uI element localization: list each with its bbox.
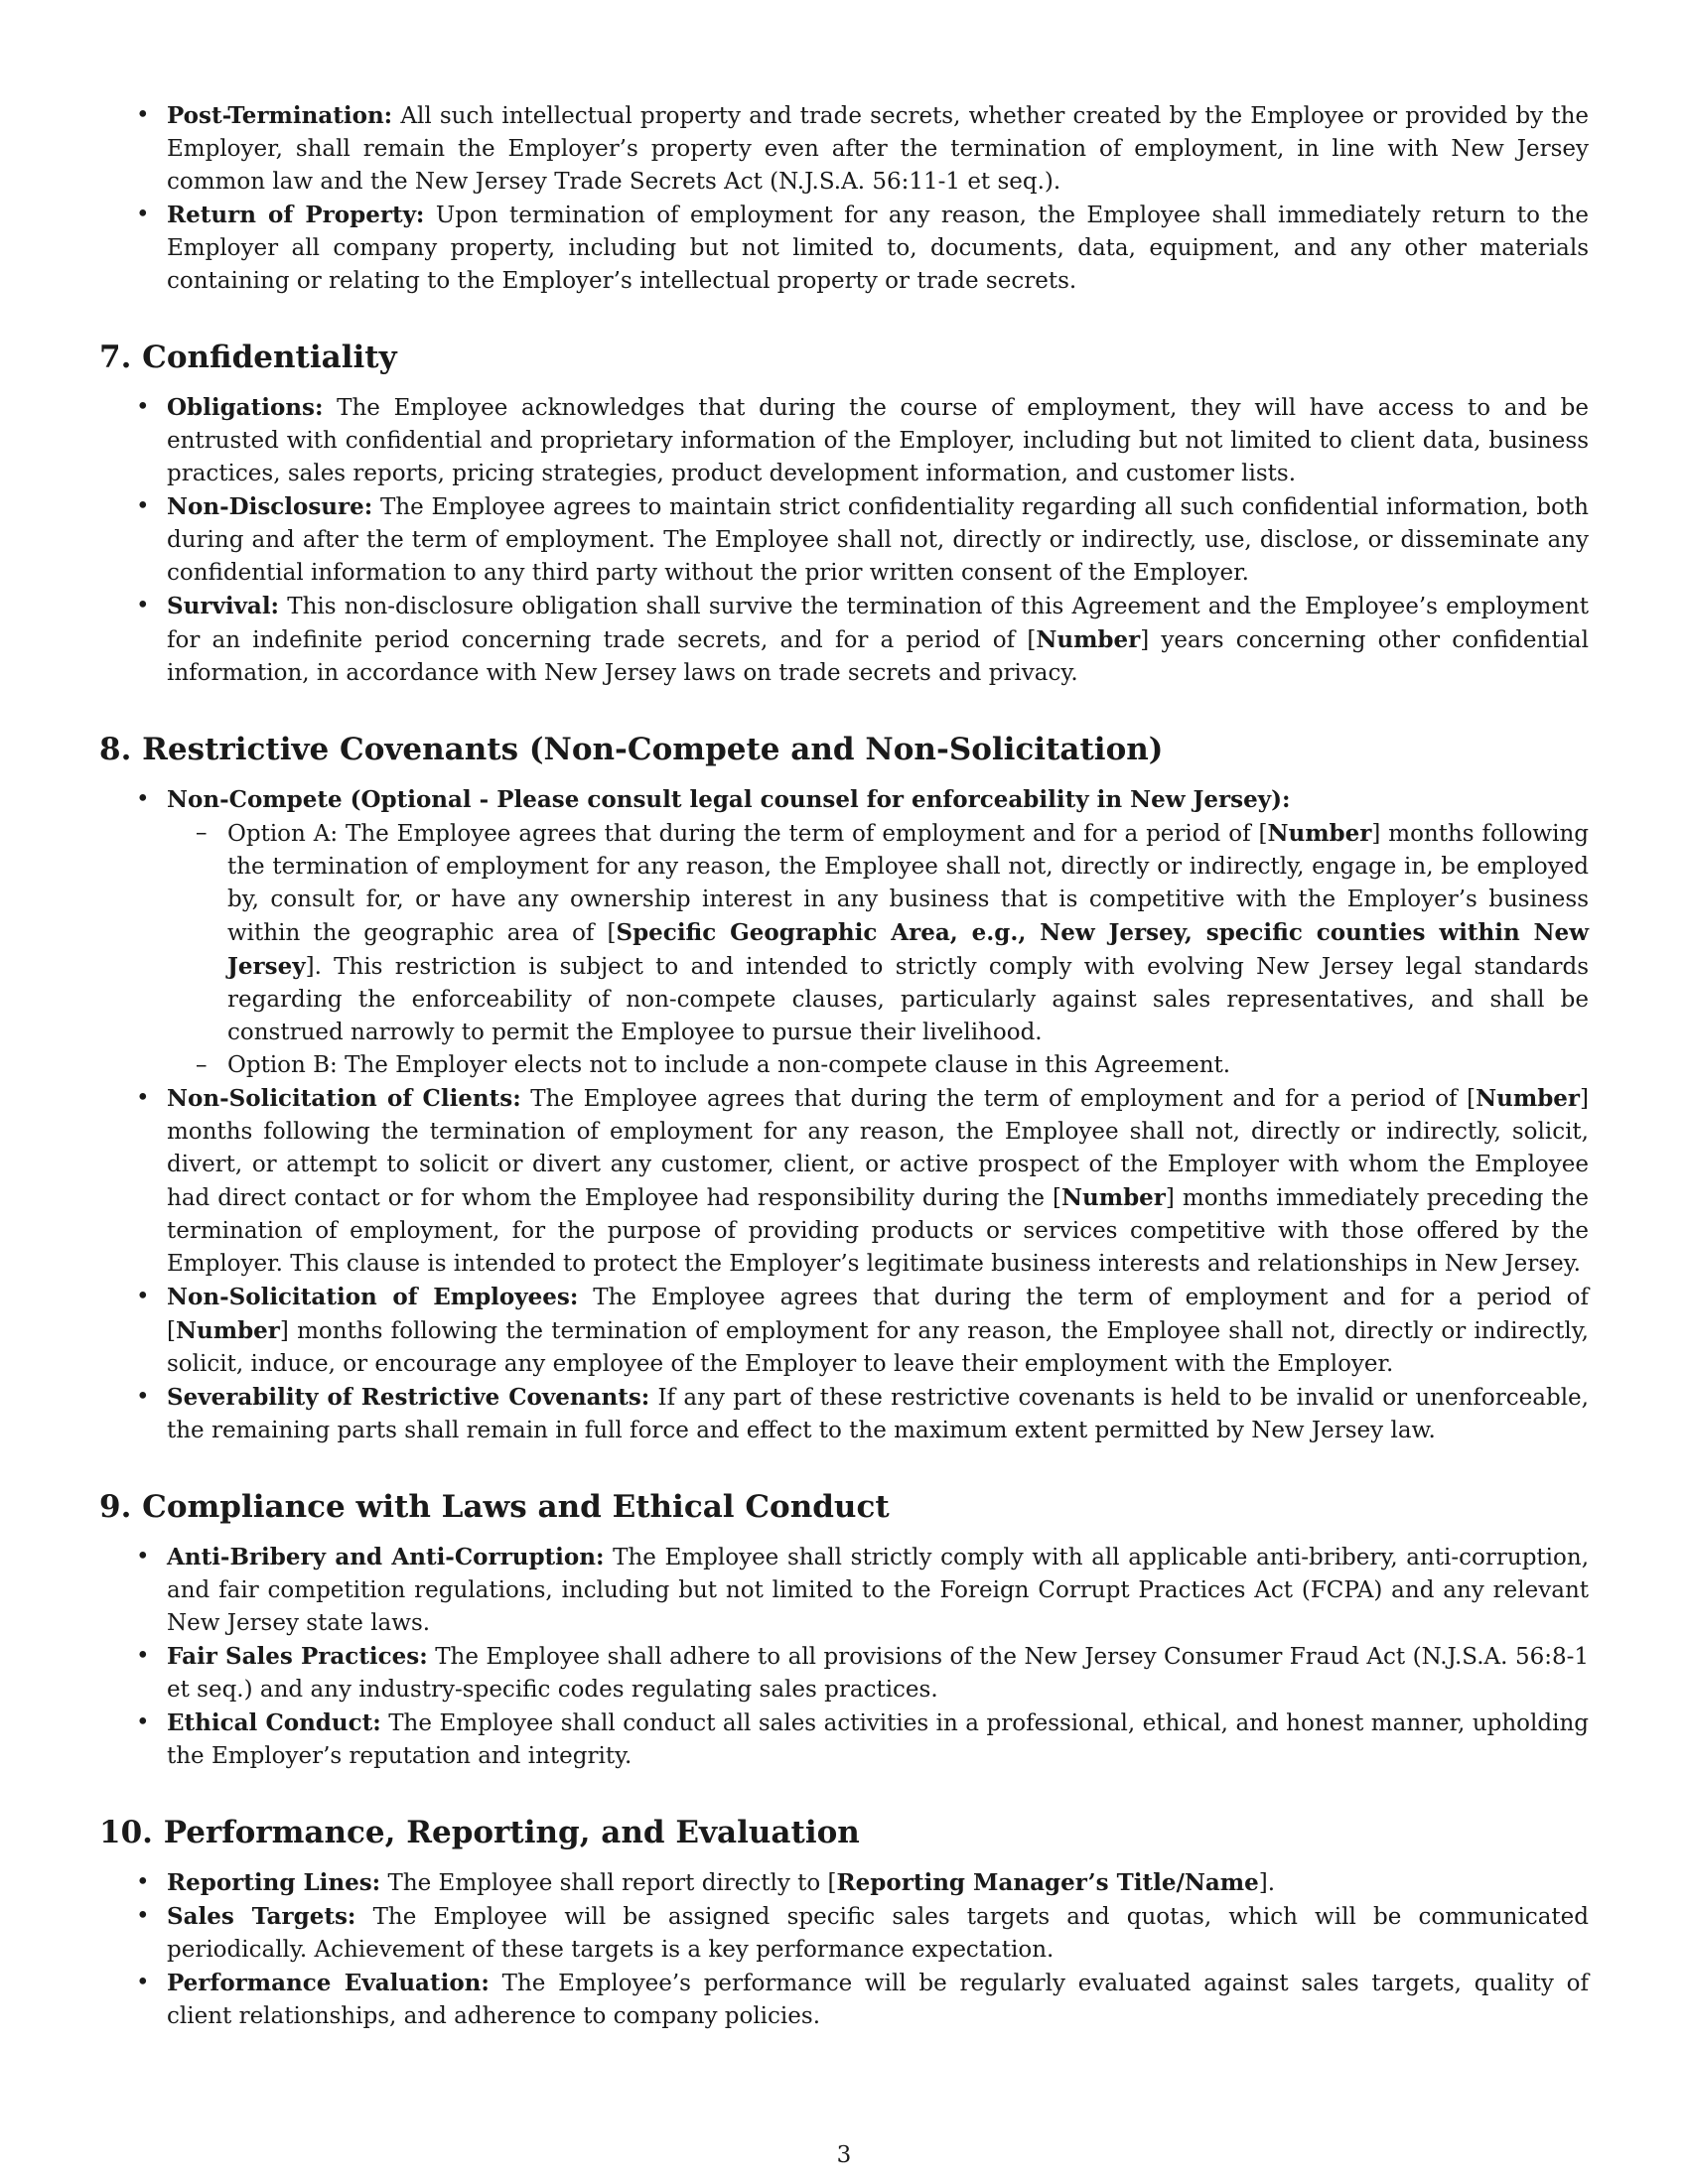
list-item-post-termination — [99, 99, 1589, 199]
section-10-heading: 10. Performance, Reporting, and Evaluation — [99, 1815, 860, 1850]
document-page — [99, 99, 1589, 2033]
clause-text: This non-disclosure obligation shall survive the termination of this Agreement and the Employee’s employment for an indefinite period concerning trade secrets, and for a period of [ — [167, 594, 1589, 653]
list-item-non-compete — [99, 783, 1589, 1082]
clause-text: The Employee agrees that during the term of employment and for a period of [ — [520, 1086, 1477, 1112]
clause-text: ] years concerning other confidential information, in accordance with New Jersey laws on trade secrets and privacy. — [167, 627, 1589, 686]
clause-label: Survival: — [167, 593, 280, 619]
section-9-heading: 9. Compliance with Laws and Ethical Conduct — [99, 1489, 890, 1525]
placeholder-field: Number — [175, 1317, 280, 1344]
section-6-continued-list — [99, 99, 1589, 298]
list-item-obligations — [99, 391, 1589, 490]
placeholder-field: Number — [1061, 1184, 1166, 1211]
clause-label: Non-Solicitation of Employees: — [167, 1284, 579, 1310]
list-item-survival — [99, 590, 1589, 690]
clause-text: The Employee shall adhere to all provisions of the New Jersey Consumer Fraud Act (N.J.S.A. 56:8-1 et seq.) and any industry-specific codes regulating sales practices. — [167, 1644, 1589, 1703]
list-item-ethical-conduct — [99, 1706, 1589, 1773]
list-item-performance-evaluation — [99, 1967, 1589, 2033]
placeholder-field: Number — [1476, 1085, 1581, 1112]
clause-text: The Employee shall report directly to [ — [380, 1870, 837, 1896]
clause-label: Non-Disclosure: — [167, 493, 373, 520]
clause-text: Option B: The Employer elects not to include a non-compete clause in this Agreement. — [227, 1052, 1231, 1078]
section-8-heading: 8. Restrictive Covenants (Non-Compete and Non-Solicitation) — [99, 732, 1164, 767]
page-number: 3 — [836, 2142, 852, 2168]
clause-text: ] months immediately preceding the termination of employment, for the purpose of providing products or services competitive with those offered by the Employer. This clause is intended to protect the Employer’s legitimate business interests and relationships in New Jersey. — [167, 1185, 1589, 1277]
sub-item-option-a — [167, 817, 1589, 1049]
clause-text: If any part of these restrictive covenants is held to be invalid or unenforceable, the remaining parts shall remain in full force and effect to the maximum extent permitted by New Jersey law. — [167, 1385, 1589, 1443]
non-compete-options — [167, 817, 1589, 1082]
section-10-list — [99, 1866, 1589, 2033]
clause-label: Reporting Lines: — [167, 1869, 381, 1896]
section-7-heading: 7. Confidentiality — [99, 340, 397, 375]
placeholder-field: Specific Geographic Area, e.g., New Jersey, specific counties within New Jersey — [227, 919, 1589, 980]
clause-label: Non-Solicitation of Clients: — [167, 1085, 521, 1112]
clause-label: Non-Compete (Optional - Please consult legal counsel for enforceability in New Jersey): — [167, 786, 1291, 813]
clause-label: Sales Targets: — [167, 1903, 356, 1930]
sub-item-option-b — [167, 1049, 1589, 1082]
clause-text: The Employee agrees to maintain strict confidentiality regarding all such confidential information, both during and after the term of employment. The Employee shall not, directly or indirectly, use, disclose, or disseminate any confidential information to any third party without the prior written consent of the Employer. — [167, 494, 1589, 586]
clause-label: Anti-Bribery and Anti-Corruption: — [167, 1544, 605, 1570]
clause-text: The Employee agrees that during the term of employment and for a period of [ — [167, 1285, 1589, 1344]
clause-text: The Employee acknowledges that during the course of employment, they will have access to and be entrusted with confidential and proprietary information of the Employer, including but not limited to client data, business practices, sales reports, pricing strategies, product development information, and customer lists. — [167, 395, 1589, 486]
list-item-severability — [99, 1381, 1589, 1447]
placeholder-field: Number — [1036, 626, 1141, 653]
clause-text: Upon termination of employment for any reason, the Employee shall immediately return to the Employer all company property, including but not limited to, documents, data, equipment, and any other materials containing or relating to the Employer’s intellectual property or trade secrets. — [167, 203, 1590, 294]
section-9-list — [99, 1541, 1589, 1773]
clause-text: ] months following the termination of employment for any reason, the Employee shall not, directly or indirectly, solicit, divert, or attempt to solicit or divert any customer, client, or active prospect of the Employer with whom the Employee had direct contact or for whom the Employee had responsibility during the [ — [167, 1086, 1590, 1211]
clause-text: The Employee’s performance will be regularly evaluated against sales targets, quality of client relationships, and adherence to company policies. — [167, 1971, 1589, 2029]
clause-label: Obligations: — [167, 394, 324, 421]
clause-text: ]. — [1258, 1870, 1276, 1896]
clause-label: Return of Property: — [167, 202, 425, 228]
clause-text: ] months following the termination of employment for any reason, the Employee shall not, directly or indirectly, solicit, induce, or encourage any employee of the Employer to leave their employment with the Employer. — [167, 1318, 1589, 1377]
placeholder-field: Number — [1267, 820, 1372, 847]
clause-text: The Employee shall strictly comply with all applicable anti-bribery, anti-corruption, and fair competition regulations, including but not limited to the Foreign Corrupt Practices Act (FCPA) and any relevant New Jersey state laws. — [167, 1545, 1590, 1636]
clause-text: All such intellectual property and trade secrets, whether created by the Employee or provided by the Employer, shall remain the Employer’s property even after the termination of employment, in line with New Jersey common law and the New Jersey Trade Secrets Act (N.J.S.A. 56:11-1 et seq.). — [167, 103, 1589, 195]
list-item-return-of-property — [99, 199, 1589, 298]
placeholder-field: Reporting Manager’s Title/Name — [836, 1869, 1259, 1896]
clause-text: Option A: The Employee agrees that during the term of employment and for a period of [ — [227, 821, 1268, 847]
section-8-list — [99, 783, 1589, 1447]
list-item-fair-sales — [99, 1640, 1589, 1706]
clause-label: Post-Termination: — [167, 102, 393, 129]
section-7-list — [99, 391, 1589, 690]
clause-label: Fair Sales Practices: — [167, 1643, 428, 1670]
clause-label: Performance Evaluation: — [167, 1970, 490, 1996]
clause-label: Ethical Conduct: — [167, 1709, 381, 1736]
list-item-anti-bribery — [99, 1541, 1589, 1640]
clause-text: The Employee will be assigned specific sales targets and quotas, which will be communicated periodically. Achievement of these targets is a key performance expectation. — [167, 1904, 1589, 1963]
clause-text: ]. This restriction is subject to and intended to strictly comply with evolving New Jersey legal standards regarding the enforceability of non-compete clauses, particularly against sales representatives, and shall be construed narrowly to permit the Employee to pursue their livelihood. — [227, 954, 1589, 1045]
list-item-non-solicitation-employees — [99, 1281, 1589, 1381]
clause-label: Severability of Restrictive Covenants: — [167, 1384, 650, 1411]
list-item-non-disclosure — [99, 490, 1589, 590]
list-item-sales-targets — [99, 1900, 1589, 1967]
list-item-reporting-lines — [99, 1866, 1589, 1900]
clause-text: ] months following the termination of employment for any reason, the Employee shall not, directly or indirectly, engage in, be employed by, consult for, or have any ownership interest in any business that is competitive with the Employer’s business within the geographic area of [ — [227, 821, 1589, 946]
clause-text: The Employee shall conduct all sales activities in a professional, ethical, and honest manner, upholding the Employer’s reputation and integrity. — [167, 1710, 1589, 1769]
list-item-non-solicitation-clients — [99, 1082, 1589, 1281]
